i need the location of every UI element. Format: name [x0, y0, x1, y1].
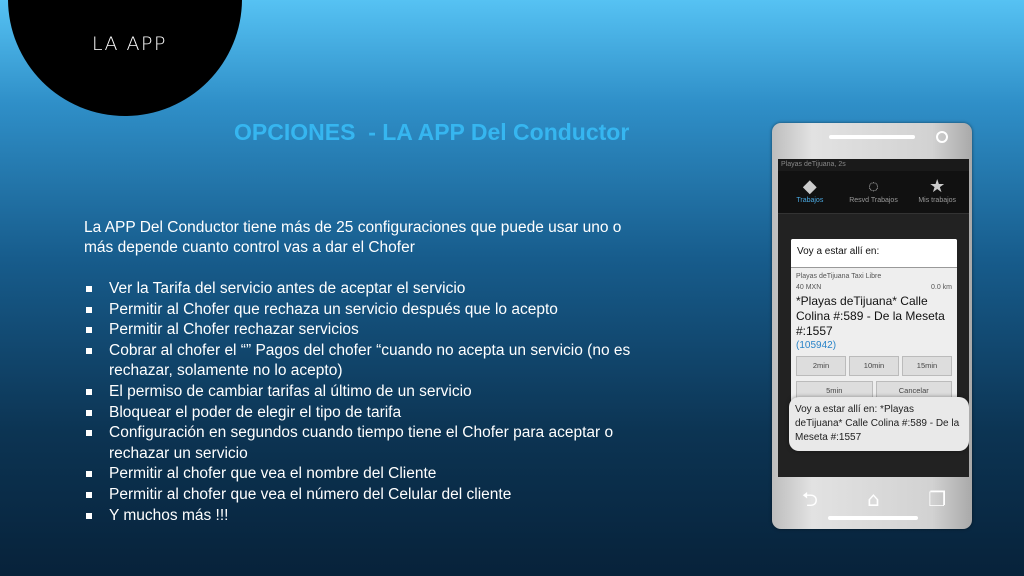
bullet-square-icon	[86, 410, 92, 416]
phone-screen	[778, 159, 969, 477]
bullet-square-icon	[86, 348, 92, 354]
eta-2min-button[interactable]: 2min	[796, 356, 846, 376]
slide-title: OPCIONES - LA APP Del Conductor	[234, 119, 630, 145]
recent-apps-icon[interactable]: ❐	[928, 487, 947, 511]
home-icon[interactable]: ⌂	[867, 487, 880, 511]
bullet-square-icon	[86, 327, 92, 333]
phone-speaker	[829, 135, 915, 139]
bullet-square-icon	[86, 286, 92, 292]
bullet-square-icon	[86, 430, 92, 436]
diamond-icon: ◆	[802, 176, 817, 196]
tab-trabajos[interactable]: ◆ Trabajos	[778, 171, 842, 213]
eta-dialog	[791, 239, 957, 409]
star-icon: ★	[929, 176, 946, 196]
eta-15min-button[interactable]: 15min	[902, 356, 952, 376]
section-badge-label: LA APP	[92, 33, 167, 55]
dialog-title: Voy a estar allí en:	[791, 239, 957, 268]
app-tabs	[778, 171, 969, 214]
status-bar: Playas deTijuana, 2s	[778, 159, 969, 171]
distance-value: 0.0 km	[930, 284, 952, 291]
list-item: Permitir al Chofer rechazar servicios	[84, 320, 654, 341]
list-item: Permitir al chofer que vea el número del Celular del cliente	[84, 485, 654, 506]
bullet-square-icon	[86, 513, 92, 519]
list-item: Configuración en segundos cuando tiempo tiene el Chofer para aceptar o rechazar un servicio	[84, 423, 654, 464]
fare-value: 40 MXN	[796, 284, 822, 291]
eta-5min-button[interactable]: 5min	[796, 381, 873, 401]
list-item: El permiso de cambiar tarifas al último de un servicio	[84, 382, 654, 403]
tab-mis-trabajos[interactable]: ★ Mis trabajos	[905, 171, 969, 213]
list-item: Bloquear el poder de elegir el tipo de tarifa	[84, 403, 654, 424]
tab-resvd-trabajos[interactable]: ◌ Resvd Trabajos	[842, 171, 906, 213]
phone-mockup	[772, 123, 972, 529]
list-item: Cobrar al chofer el “” Pagos del chofer “cuando no acepta un servicio (no es rechazar, solamente no lo acepto)	[84, 341, 654, 382]
camera-icon	[936, 131, 948, 143]
bullet-square-icon	[86, 389, 92, 395]
list-item: Permitir al chofer que vea el nombre del Cliente	[84, 464, 654, 485]
bullet-square-icon	[86, 471, 92, 477]
list-item: Y muchos más !!!	[84, 506, 654, 527]
refresh-icon: ◌	[868, 176, 879, 196]
options-list	[84, 279, 654, 526]
pickup-address: *Playas deTijuana* Calle Colina #:589 - De la Meseta #:1557	[796, 294, 945, 338]
bullet-square-icon	[86, 492, 92, 498]
phone-nav-bar	[778, 481, 969, 517]
eta-10min-button[interactable]: 10min	[849, 356, 899, 376]
list-item: Ver la Tarifa del servicio antes de aceptar el servicio	[84, 279, 654, 300]
trip-meta: Playas deTijuana Taxi Libre 40 MXN 0.0 km	[796, 273, 952, 291]
bullet-square-icon	[86, 307, 92, 313]
section-badge	[8, 0, 242, 116]
cancel-button[interactable]: Cancelar	[876, 381, 953, 401]
list-item: Permitir al Chofer que rechaza un servicio después que lo acepto	[84, 300, 654, 321]
toast-message: Voy a estar allí en: *Playas deTijuana* Calle Colina #:589 - De la Meseta #:1557	[789, 397, 969, 451]
intro-paragraph: La APP Del Conductor tiene más de 25 configuraciones que puede usar uno o más depende cuanto control vas a dar el Chofer	[84, 219, 622, 256]
back-icon[interactable]: ⮌	[801, 487, 818, 511]
trip-number: (105942)	[796, 340, 837, 351]
home-indicator	[828, 516, 918, 520]
